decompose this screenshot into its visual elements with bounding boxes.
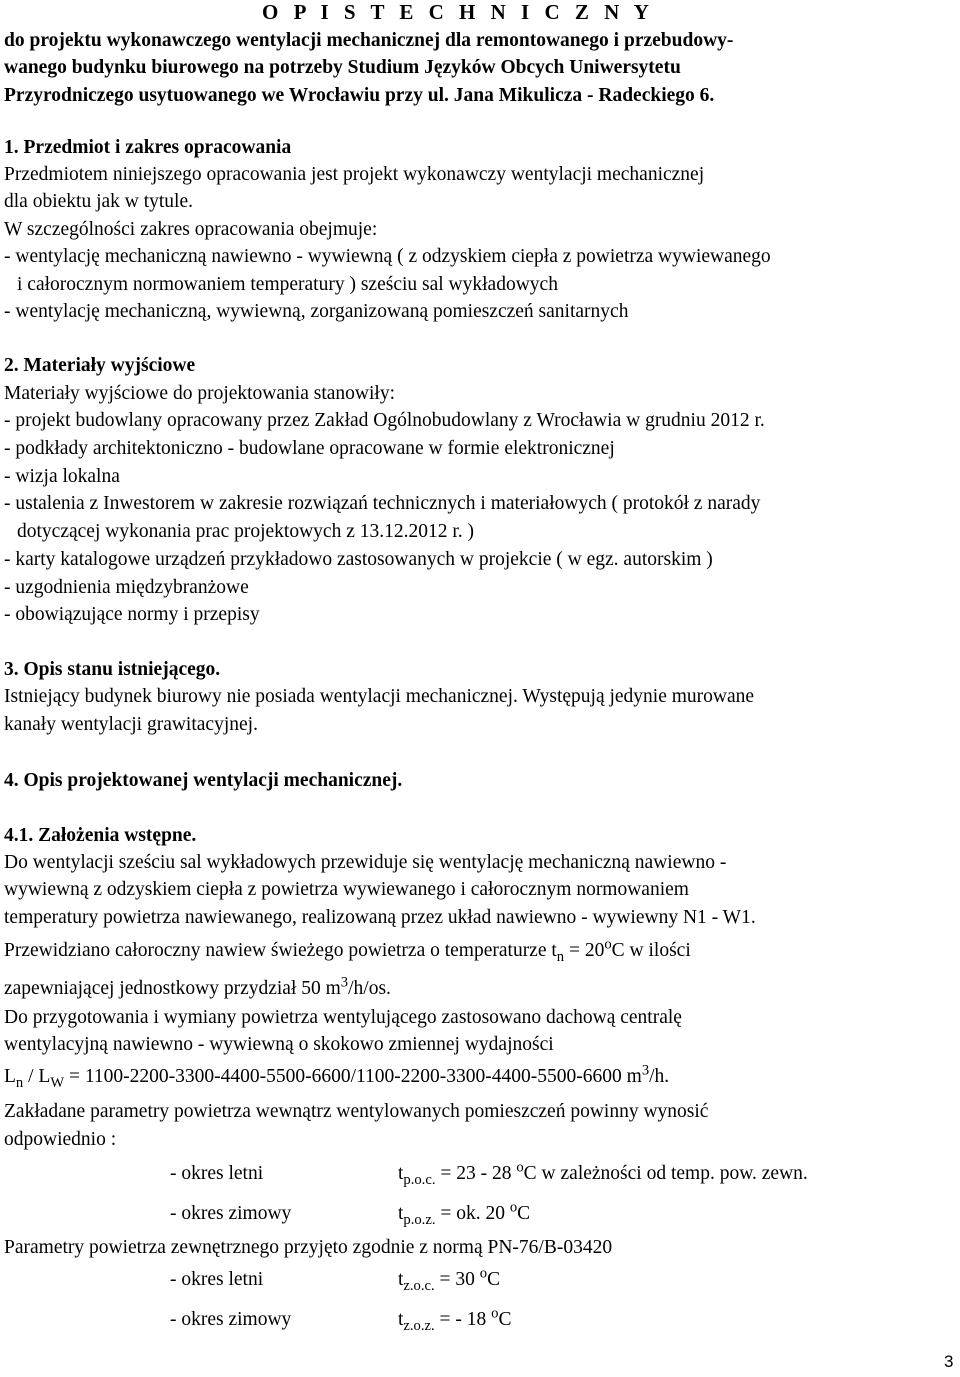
paragraph-line: Do przygotowania i wymiany powietrza wentylującego zastosowano dachową centralę — [4, 1007, 682, 1028]
list-item-continuation: dotyczącej wykonania prac projektowych z 13.12.2012 r. ) — [17, 521, 475, 542]
internal-summer-value: $t_{p.o.c.} = 23 - 28$ $^o$C w zależności od temp. pow. zewn. — [398, 1159, 808, 1188]
section-2-heading: 2. Materiały wyjściowe — [4, 355, 196, 376]
paragraph-line: temperatury powietrza nawiewanego, realizowaną przez układ nawiewno - wywiewny N1 - W1. — [4, 907, 756, 928]
paragraph-line: odpowiednio : — [4, 1129, 117, 1150]
subtitle-line: wanego budynku biurowego na potrzeby Studium Języków Obcych Uniwersytetu — [4, 57, 681, 78]
list-item: - wentylację mechaniczną, wywiewną, zorganizowaną pomieszczeń sanitarnych — [4, 301, 629, 322]
internal-winter-value: $t_{p.o.z.}$ = ok. 20 $^o$C — [398, 1199, 531, 1228]
external-summer-value: $t_{z.o.c.} = 30$ $^o$C — [398, 1265, 501, 1294]
external-winter-value: $t_{z.o.z.}$ = - 18 $^o$C — [398, 1305, 512, 1334]
list-item-continuation: i całorocznym normowaniem temperatury ) sześciu sal wykładowych — [17, 274, 558, 295]
section-4-1-heading: 4.1. Założenia wstępne. — [4, 825, 197, 846]
paragraph-line: Materiały wyjściowe do projektowania stanowiły: — [4, 383, 395, 404]
paragraph-line: wywiewną z odzyskiem ciepła z powietrza wywiewanego i całorocznym normowaniem — [4, 879, 689, 900]
list-item: - wizja lokalna — [4, 466, 120, 487]
section-1-heading: 1. Przedmiot i zakres opracowania — [4, 137, 292, 158]
paragraph-line: W szczególności zakres opracowania obejmuje: — [4, 219, 378, 240]
list-item: - uzgodnienia międzybranżowe — [4, 577, 249, 598]
airflow-formula: $L_n / L_W = 1100-2200-3300-4400-5500-6600/1100-2200-3300-4400-5500-6600$ $m^3/h$. — [4, 1062, 670, 1091]
list-item: - obowiązujące normy i przepisy — [4, 604, 260, 625]
external-summer-label: - okres letni — [170, 1269, 264, 1290]
paragraph-line: Istniejący budynek biurowy nie posiada wentylacji mechanicznej. Występują jedynie murowane — [4, 686, 755, 707]
internal-summer-label: - okres letni — [170, 1163, 264, 1184]
paragraph-line: Parametry powietrza zewnętrznego przyjęto zgodnie z normą PN-76/B-03420 — [4, 1237, 613, 1258]
supply-temperature-line: Przewidziano całoroczny nawiew świeżego powietrza o temperaturze $t_n = 20^oC$ w ilości — [4, 936, 691, 965]
document-title: O P I S T E C H N I C Z N Y — [262, 0, 654, 24]
list-item: - podkłady architektoniczno - budowlane opracowane w formie elektronicznej — [4, 438, 615, 459]
internal-winter-label: - okres zimowy — [170, 1203, 292, 1224]
external-winter-label: - okres zimowy — [170, 1309, 292, 1330]
paragraph-line: Do wentylacji sześciu sal wykładowych przewiduje się wentylację mechaniczną nawiewno - — [4, 852, 727, 873]
air-allotment-line: zapewniającej jednostkowy przydział 50 $m^3/h/os$. — [4, 974, 391, 999]
section-4-heading: 4. Opis projektowanej wentylacji mechanicznej. — [4, 770, 403, 791]
paragraph-line: Przedmiotem niniejszego opracowania jest projekt wykonawczy wentylacji mechanicznej — [4, 164, 705, 185]
list-item: - projekt budowlany opracowany przez Zakład Ogólnobudowlany z Wrocławia w grudniu 2012 r. — [4, 410, 765, 431]
paragraph-line: dla obiektu jak w tytule. — [4, 191, 194, 212]
list-item: - wentylację mechaniczną nawiewno - wywiewną ( z odzyskiem ciepła z powietrza wywiewanego — [4, 246, 771, 267]
paragraph-line: kanały wentylacji grawitacyjnej. — [4, 714, 258, 735]
list-item: - ustalenia z Inwestorem w zakresie rozwiązań technicznych i materiałowych ( protokół z narady — [4, 493, 761, 514]
subtitle-line: do projektu wykonawczego wentylacji mechanicznej dla remontowanego i przebudowy- — [4, 30, 734, 51]
section-3-heading: 3. Opis stanu istniejącego. — [4, 659, 221, 680]
paragraph-line: wentylacyjną nawiewno - wywiewną o skokowo zmiennej wydajności — [4, 1034, 554, 1055]
page-number: 3 — [944, 1352, 954, 1371]
subtitle-line: Przyrodniczego usytuowanego we Wrocławiu przy ul. Jana Mikulicza - Radeckiego 6. — [4, 85, 715, 106]
paragraph-line: Zakładane parametry powietrza wewnątrz wentylowanych pomieszczeń powinny wynosić — [4, 1101, 709, 1122]
list-item: - karty katalogowe urządzeń przykładowo zastosowanych w projekcie ( w egz. autorskim ) — [4, 549, 713, 570]
